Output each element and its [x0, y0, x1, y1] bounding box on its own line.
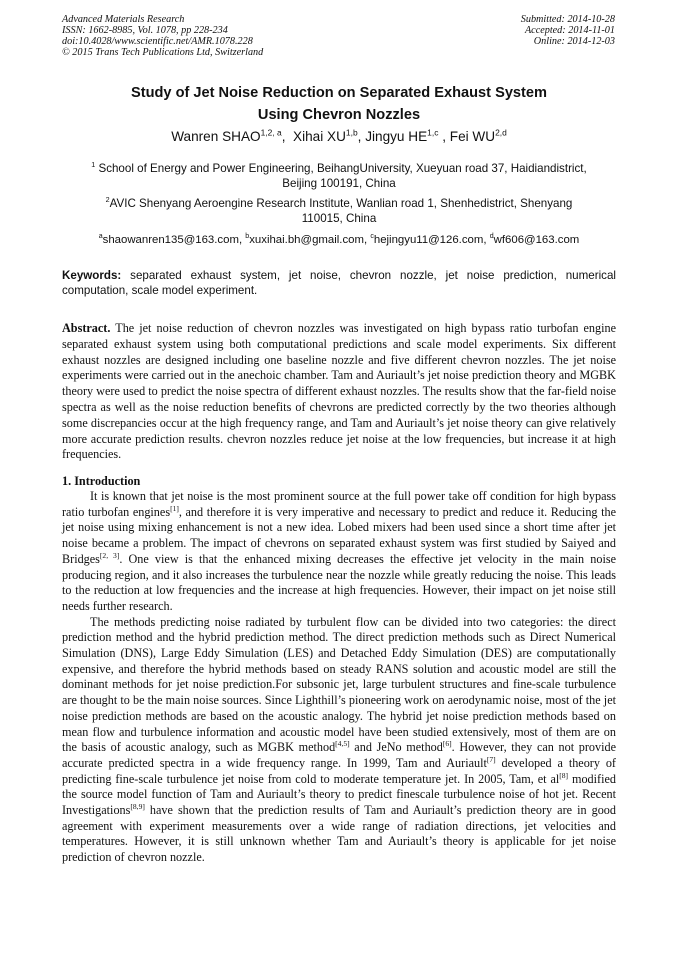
paragraph-text: and JeNo method: [349, 740, 443, 755]
email-mark: d: [489, 233, 494, 241]
section-heading: 1. Introduction: [62, 474, 141, 488]
author-name: Wanren SHAO: [171, 129, 261, 144]
paragraph-text: . One view is that the enhanced mixing decreases the effective jet velocity in the main noise producing region, and it also increases the turbulence near the nozzle while greatly reducing the noise. This leads to the reduction at low frequencies and the increase at high frequencies. However, their impact on jet noise still needs further research.: [62, 551, 616, 613]
paragraph-text: , and therefore it is very imperative and necessary to predict and reduce it. Reducing the jet noise using mixing enhancement is not a new idea. Lobed mixers had been used since a short time after jet noise became a problem. The impact of chevrons on separated exhaust system was first studied by Saiyed and Bridges: [62, 504, 616, 566]
abstract-section: [62, 321, 616, 463]
paragraph-text: modified the source model function of Tam and Auriault’s theory to predict finescale turbulence noise of hot jet. Recent Investigations: [62, 771, 616, 818]
email-address: shaowanren135@163.com: [102, 234, 239, 246]
submitted-date: Submitted: 2014-10-28: [520, 14, 615, 25]
email-address: xuxihai.bh@gmail.com: [249, 234, 364, 246]
affiliation-1: [62, 161, 616, 191]
paragraph-text: It is known that jet noise is the most prominent source at the full power take off condition for high bypass ratio turbofan engines: [62, 489, 616, 519]
journal-info: [62, 14, 263, 58]
author-name: Fei WU: [449, 129, 496, 144]
affiliation-2: [62, 196, 616, 226]
author-affiliation-mark: 1,c: [427, 127, 439, 138]
abstract-text: The jet noise reduction of chevron nozzles was investigated on high bypass ratio turbofan engine separated exhaust system using both computational predictions and scale model experiments. Six different exhaust nozzles are designed including one baseline nozzle and five different chevron nozzles. The jet noise experiments were carried out in the anechoic chamber. Tam and Auriault’s jet noise prediction theory and MGBK theory were used to predict the noise spectra of different exhaust nozzles. The results show that the far-field noise spectra as well as the noise reduction benefits of chevrons are predicted correctly by the two theories although some discrepancies occur at the high frequency range, and Tam and Auriault’s jet noise theory can give relatively more accurate prediction results. chevron nozzles reduce jet noise at the low frequencies, but increase it at high frequencies.: [62, 321, 616, 462]
author-separator: ,: [438, 129, 450, 144]
email-address: hejingyu11@126.com: [373, 234, 484, 246]
paragraph-text: . However, they can not provide accurate predicted spectra in a wide frequency range. In 1999, Tam and Auriault: [62, 740, 616, 770]
affiliation-number: 2: [105, 195, 110, 205]
doi-line: doi:10.4028/www.scientific.net/AMR.1078.228: [62, 36, 253, 47]
author-affiliation-mark: 1,2, a: [260, 127, 282, 138]
email-mark: c: [370, 233, 374, 241]
author-separator: ,: [357, 129, 366, 144]
online-date: Online: 2014-12-03: [533, 36, 615, 47]
paragraph-text: The methods predicting noise radiated by turbulent flow can be divided into two categories: the direct prediction method and the hybrid prediction method. The direct prediction methods such as Direct Numerical Simulation (DNS), Large Eddy Simulation (LES) and Detached Eddy Simulation (DES) are computationally expensive, and therefore the hybrid methods based on steady RANS solution and acoustic model are still the dominant methods for jet noise prediction.For subsonic jet, large turbulent structures and fine-scale turbulence are thought to be the main noise sources. Since Lighthill’s pioneering work on aerodynamic noise, most of the jet noise prediction methods are based on the acoustic analogy. The hybrid jet noise prediction methods based on mean flow and turbulence information and acoustic model have been studied extensively, most of them are on the basis of acoustic analogy, such as MGBK method: [62, 614, 616, 755]
email-separator: ,: [483, 234, 490, 246]
paper-title: [62, 82, 616, 126]
citation-ref: [1]: [170, 503, 179, 513]
affiliation-text: School of Energy and Power Engineering, BeihangUniversity, Xueyuan road 37, Haidiandistrict,: [95, 162, 587, 175]
email-mark: a: [98, 233, 103, 241]
citation-ref: [6]: [442, 739, 452, 749]
intro-paragraph-1: [62, 489, 616, 615]
issn-line: ISSN: 1662-8985, Vol. 1078, pp 228-234: [62, 25, 228, 36]
author-name: Xihai XU: [293, 129, 346, 144]
keywords-section: [62, 268, 616, 299]
affiliation-number: 1: [91, 160, 96, 170]
affiliation-text: AVIC Shenyang Aeroengine Research Institute, Wanlian road 1, Shenhedistrict, Shenyang: [109, 197, 573, 210]
author-separator: ,: [281, 129, 294, 144]
journal-name: Advanced Materials Research: [62, 14, 185, 25]
paragraph-text: developed a theory of predicting fine-scale turbulence jet noise from cold to moderate temperature jet. In 2005, Tam, et al: [62, 755, 616, 786]
intro-paragraph-2: [62, 615, 616, 866]
author-name: Jingyu HE: [365, 129, 428, 144]
title-line-1: Study of Jet Noise Reduction on Separated Exhaust System: [130, 85, 547, 101]
keywords-text: separated exhaust system, jet noise, chevron nozzle, jet noise prediction, numerical computation, scale model experiment.: [62, 269, 616, 298]
email-mark: b: [245, 233, 250, 241]
affiliation-text: Beijing 100191, China: [282, 177, 396, 190]
author-affiliation-mark: 2,d: [495, 127, 507, 138]
citation-ref: [8,9]: [130, 802, 145, 811]
introduction-body: [62, 489, 616, 866]
author-list: [62, 128, 616, 146]
paragraph-text: have shown that the prediction results of Tam and Auriault’s prediction theory are in good agreement with experiment measurements over a wide range of radiation directions, jet velocities and temperatures. However, it is still unknown whether Tam and Auriault’s theory is applicable for jet noise prediction of chevron nozzle.: [62, 803, 616, 865]
author-affiliation-mark: 1,b: [345, 127, 358, 138]
citation-ref: [7]: [486, 754, 496, 764]
keywords-label: Keywords:: [62, 269, 122, 282]
citation-ref: [4,5]: [335, 739, 350, 749]
accepted-date: Accepted: 2014-11-01: [524, 25, 615, 36]
email-address: wf606@163.com: [493, 234, 580, 246]
citation-ref: [8]: [559, 770, 569, 780]
email-separator: ,: [363, 234, 371, 246]
citation-ref: [2, 3]: [99, 550, 120, 560]
copyright-line: © 2015 Trans Tech Publications Ltd, Switzerland: [62, 47, 264, 58]
affiliation-text: 110015, China: [301, 212, 377, 225]
email-list: [62, 233, 616, 248]
abstract-label: Abstract.: [62, 321, 111, 335]
title-line-2: Using Chevron Nozzles: [257, 107, 421, 123]
publication-dates: [521, 14, 615, 47]
email-separator: ,: [238, 234, 246, 246]
